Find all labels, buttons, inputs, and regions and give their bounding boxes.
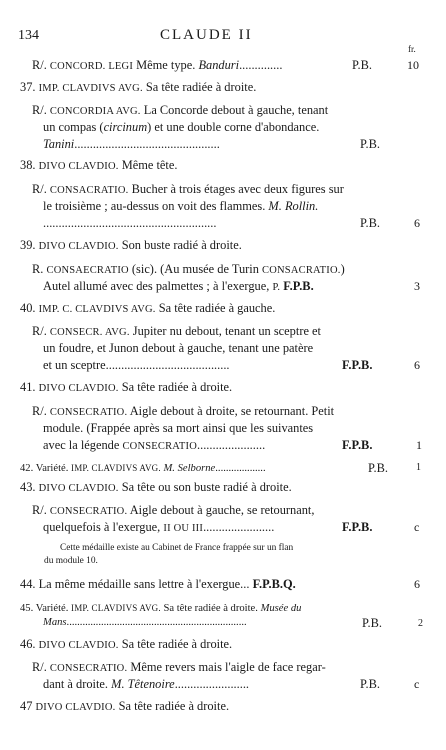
entry-line: un compas (circinum) et une double corne d'abondance.	[43, 120, 320, 134]
entry-line: Autel allumé avec des palmettes ; à l'exergue, P. F.P.B.	[43, 279, 314, 293]
footnote-line: Cette médaille existe au Cabinet de France frappée sur un flan	[60, 543, 294, 553]
entry-line: R/. CONSECRATIO. Même revers mais l'aigle de face regar-	[32, 660, 326, 674]
entry-line: 46. DIVO CLAVDIO. Sa tête radiée à droite.	[20, 637, 233, 651]
price-value: 2	[418, 618, 423, 629]
denomination: P.B.	[360, 677, 380, 691]
price-value: c	[414, 520, 420, 534]
denomination: F.P.B.	[342, 520, 373, 534]
entry-line: dant à droite. M. Têtenoire........................	[43, 677, 250, 691]
entry-line: quelquefois à l'exergue, II OU III.......................	[43, 520, 275, 534]
price-value: c	[414, 677, 420, 691]
price-column-header: fr.	[408, 44, 416, 54]
entry-line: un foudre, et Junon debout à gauche, tenant une patère	[43, 341, 314, 355]
entry-line: R/. CONSECRATIO. Aigle debout à droite, se retournant. Petit	[32, 404, 335, 418]
entry-line: module. (Frappée après sa mort ainsi que les suivantes	[43, 421, 314, 435]
entry-line: Tanini...............................................	[43, 137, 220, 151]
entry-line: 42. Variété. IMP. CLAVDIVS AVG. M. Selborne...................	[20, 463, 266, 474]
entry-line: Mans....................................................................	[43, 617, 247, 628]
denomination: F.P.B.	[342, 358, 373, 372]
entry-line: le troisième ; au-dessus on voit des flammes. M. Rollin.	[43, 199, 319, 213]
entry-line: ........................................................	[43, 216, 217, 230]
entry-line: 37. IMP. CLAVDIVS AVG. Sa tête radiée à droite.	[20, 80, 257, 94]
price-value: 6	[414, 216, 420, 230]
entry-line: R/. CONSECR. AVG. Jupiter nu debout, tenant un sceptre et	[32, 324, 321, 338]
entry-line: R/. CONSECRATIO. Aigle debout à gauche, se retournant,	[32, 503, 315, 517]
running-title: CLAUDE II	[160, 27, 253, 43]
denomination: P.B.	[362, 616, 382, 630]
entry-line: 38. DIVO CLAVDIO. Même tête.	[20, 158, 178, 172]
denomination: F.P.B.	[342, 438, 373, 452]
denomination: P.B.	[368, 461, 388, 475]
entry-line: 39. DIVO CLAVDIO. Son buste radié à droite.	[20, 238, 242, 252]
price-value: 1	[416, 462, 421, 473]
entry-line: R/. CONCORD. LEGI Même type. Banduri..............	[32, 58, 283, 72]
entry-line: 47 DIVO CLAVDIO. Sa tête radiée à droite.	[20, 699, 230, 713]
footnote-line: du module 10.	[44, 556, 98, 566]
denomination: P.B.	[360, 137, 380, 151]
denomination: P.B.	[352, 58, 372, 72]
entry-line: 44. La même médaille sans lettre à l'exergue... F.P.B.Q.	[20, 577, 296, 591]
price-value: 6	[414, 577, 420, 591]
entry-line: 43. DIVO CLAVDIO. Sa tête ou son buste radié à droite.	[20, 480, 292, 494]
page-number: 134	[18, 28, 39, 43]
entry-line: 41. DIVO CLAVDIO. Sa tête radiée à droite.	[20, 380, 233, 394]
price-value: 10	[407, 58, 419, 72]
entry-line: R/. CONCORDIA AVG. La Concorde debout à gauche, tenant	[32, 103, 329, 117]
entry-line: et un sceptre........................................	[43, 358, 230, 372]
price-value: 1	[416, 438, 422, 452]
price-value: 6	[414, 358, 420, 372]
entry-line: avec la légende CONSECRATIO......................	[43, 438, 266, 452]
denomination: P.B.	[360, 216, 380, 230]
entry-line: R/. CONSACRATIO. Bucher à trois étages avec deux figures sur	[32, 182, 344, 196]
entry-line: 45. Variété. IMP. CLAVDIVS AVG. Sa tête radiée à droite. Musée du	[20, 603, 302, 614]
entry-line: 40. IMP. C. CLAVDIVS AVG. Sa tête radiée à gauche.	[20, 301, 276, 315]
entry-line: R. CONSAECRATIO (sic). (Au musée de Turin CONSACRATIO.)	[32, 262, 345, 276]
price-value: 3	[414, 279, 420, 293]
